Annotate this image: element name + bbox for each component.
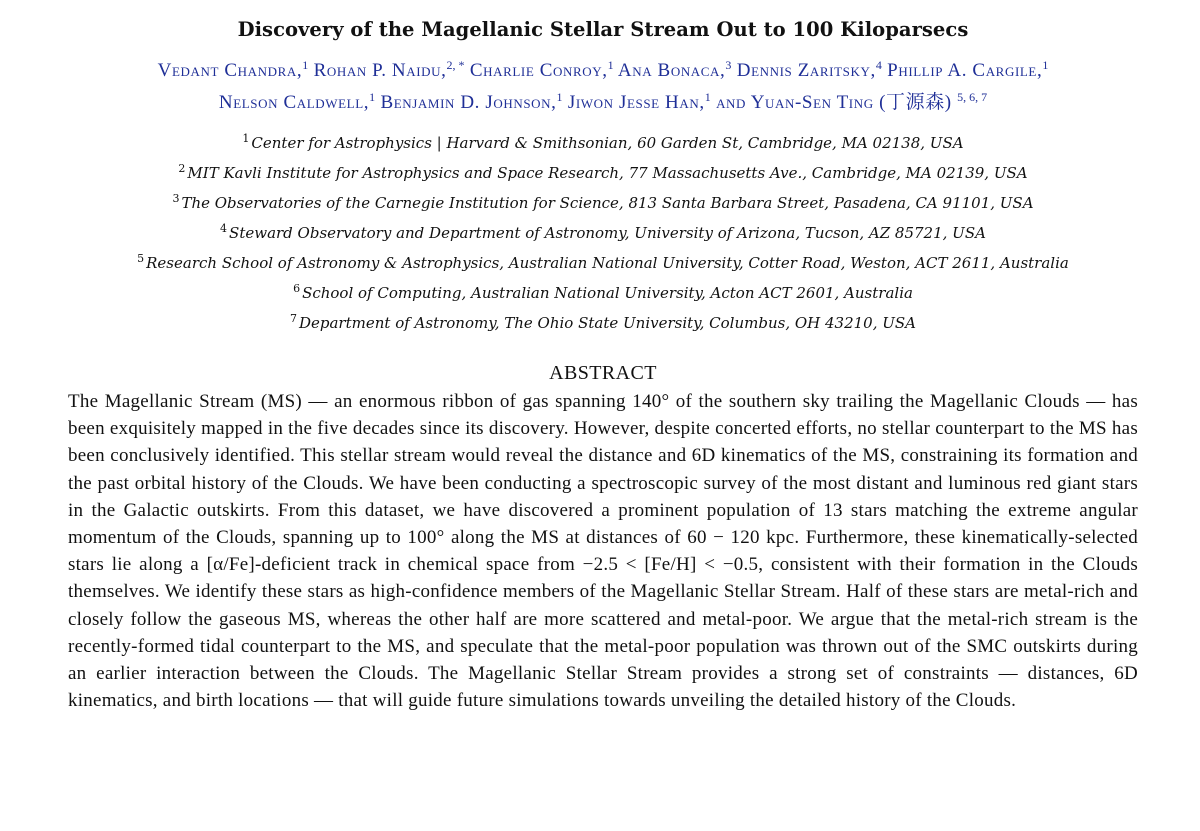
author-9[interactable]: Jiwon Jesse Han,$^1$ (567, 90, 711, 113)
author-9-affil: 1 (704, 90, 711, 104)
affiliation-1: $^1$ Center for Astrophysics | Harvard & Smithsonian, 60 Garden St, Cambridge, MA 02138, USA (242, 132, 964, 152)
author-5-affil: 4 (875, 58, 882, 72)
author-1[interactable]: Vedant Chandra,$^1$ (157, 58, 309, 81)
author-6-affil: 1 (1042, 58, 1049, 72)
affiliation-7: $^7$ Department of Astronomy, The Ohio State University, Columbus, OH 43210, USA (289, 312, 917, 332)
author-2[interactable]: Rohan P. Naidu,$^{2, *}$ (313, 58, 465, 81)
abstract-body: The Magellanic Stream (MS) — an enormous ribbon of gas spanning 140° of the southern sky trailing the Magellanic Clouds — has been exquisitely mapped in the five decades since its discovery. However, despite concerted efforts, no stellar counterpart to the MS has been conclusively identified. This stellar stream would reveal the distance and 6D kinematics of the MS, constraining its formation and the past orbital history of the Clouds. We have been conducting a spectroscopic survey of the most distant and luminous red giant stars in the Galactic outskirts. From this dataset, we have discovered a prominent population of 13 stars matching the extreme angular momentum of the Clouds, spanning up to 100° along the MS at distances of 60 − 120 kpc. Furthermore, these kinematically-selected stars lie along a [α/Fe]-deficient track in chemical space from −2.5 < [Fe/H] < −0.5, consistent with their formation in the Clouds themselves. We identify these stars as high-confidence members of the Magellanic Stellar Stream. Half of these stars are metal-rich and closely follow the gaseous MS, whereas the other half are more scattered and metal-poor. We argue that the metal-rich stream is the recently-formed tidal counterpart to the MS, and speculate that the metal-poor population was thrown out of the SMC outskirts during an earlier interaction between the Clouds. The Magellanic Stellar Stream provides a strong set of constraints — distances, 6D kinematics, and birth locations — that will guide future simulations towards unveiling the detailed history of the Clouds. (68, 391, 1138, 712)
affiliation-3: $^3$ The Observatories of the Carnegie Institution for Science, 813 Santa Barbara Street, Pasadena, CA 91101, USA (172, 192, 1034, 212)
author-10[interactable]: Yuan-Sen Ting (丁源森) $^{5, 6, 7}$ (750, 90, 988, 113)
author-conjunction: and (716, 92, 747, 113)
author-4[interactable]: Ana Bonaca,$^3$ (617, 58, 732, 81)
author-5[interactable]: Dennis Zaritsky,$^4$ (736, 58, 882, 81)
author-6[interactable]: Phillip A. Cargile,$^1$ (887, 58, 1049, 81)
author-10-affil: 5, 6, 7 (957, 90, 988, 104)
author-4-affil: 3 (725, 58, 732, 72)
affiliation-list (68, 126, 1138, 336)
affiliation-5: $^5$ Research School of Astronomy & Astrophysics, Australian National University, Cotter Road, Weston, ACT 2611, Australia (137, 252, 1069, 272)
affiliation-6: $^6$ School of Computing, Australian National University, Acton ACT 2601, Australia (293, 282, 913, 302)
paper-title: Discovery of the Magellanic Stellar Stream Out to 100 Kiloparsecs (237, 18, 969, 41)
author-8[interactable]: Benjamin D. Johnson,$^1$ (380, 90, 563, 113)
author-1-affil: 1 (302, 58, 309, 72)
author-3-affil: 1 (607, 58, 614, 72)
affiliation-4: $^4$ Steward Observatory and Department of Astronomy, University of Arizona, Tucson, AZ 85721, USA (220, 222, 986, 242)
author-2-affil: 2, * (446, 58, 465, 72)
author-7[interactable]: Nelson Caldwell,$^1$ (218, 90, 376, 113)
author-list (68, 52, 1138, 116)
author-7-affil: 1 (369, 90, 376, 104)
abstract-heading: ABSTRACT (549, 362, 657, 384)
affiliation-2: $^2$ MIT Kavli Institute for Astrophysics and Space Research, 77 Massachusetts Ave., Cambridge, MA 02139, USA (178, 162, 1028, 182)
author-8-affil: 1 (556, 90, 563, 104)
author-3[interactable]: Charlie Conroy,$^1$ (469, 58, 614, 81)
